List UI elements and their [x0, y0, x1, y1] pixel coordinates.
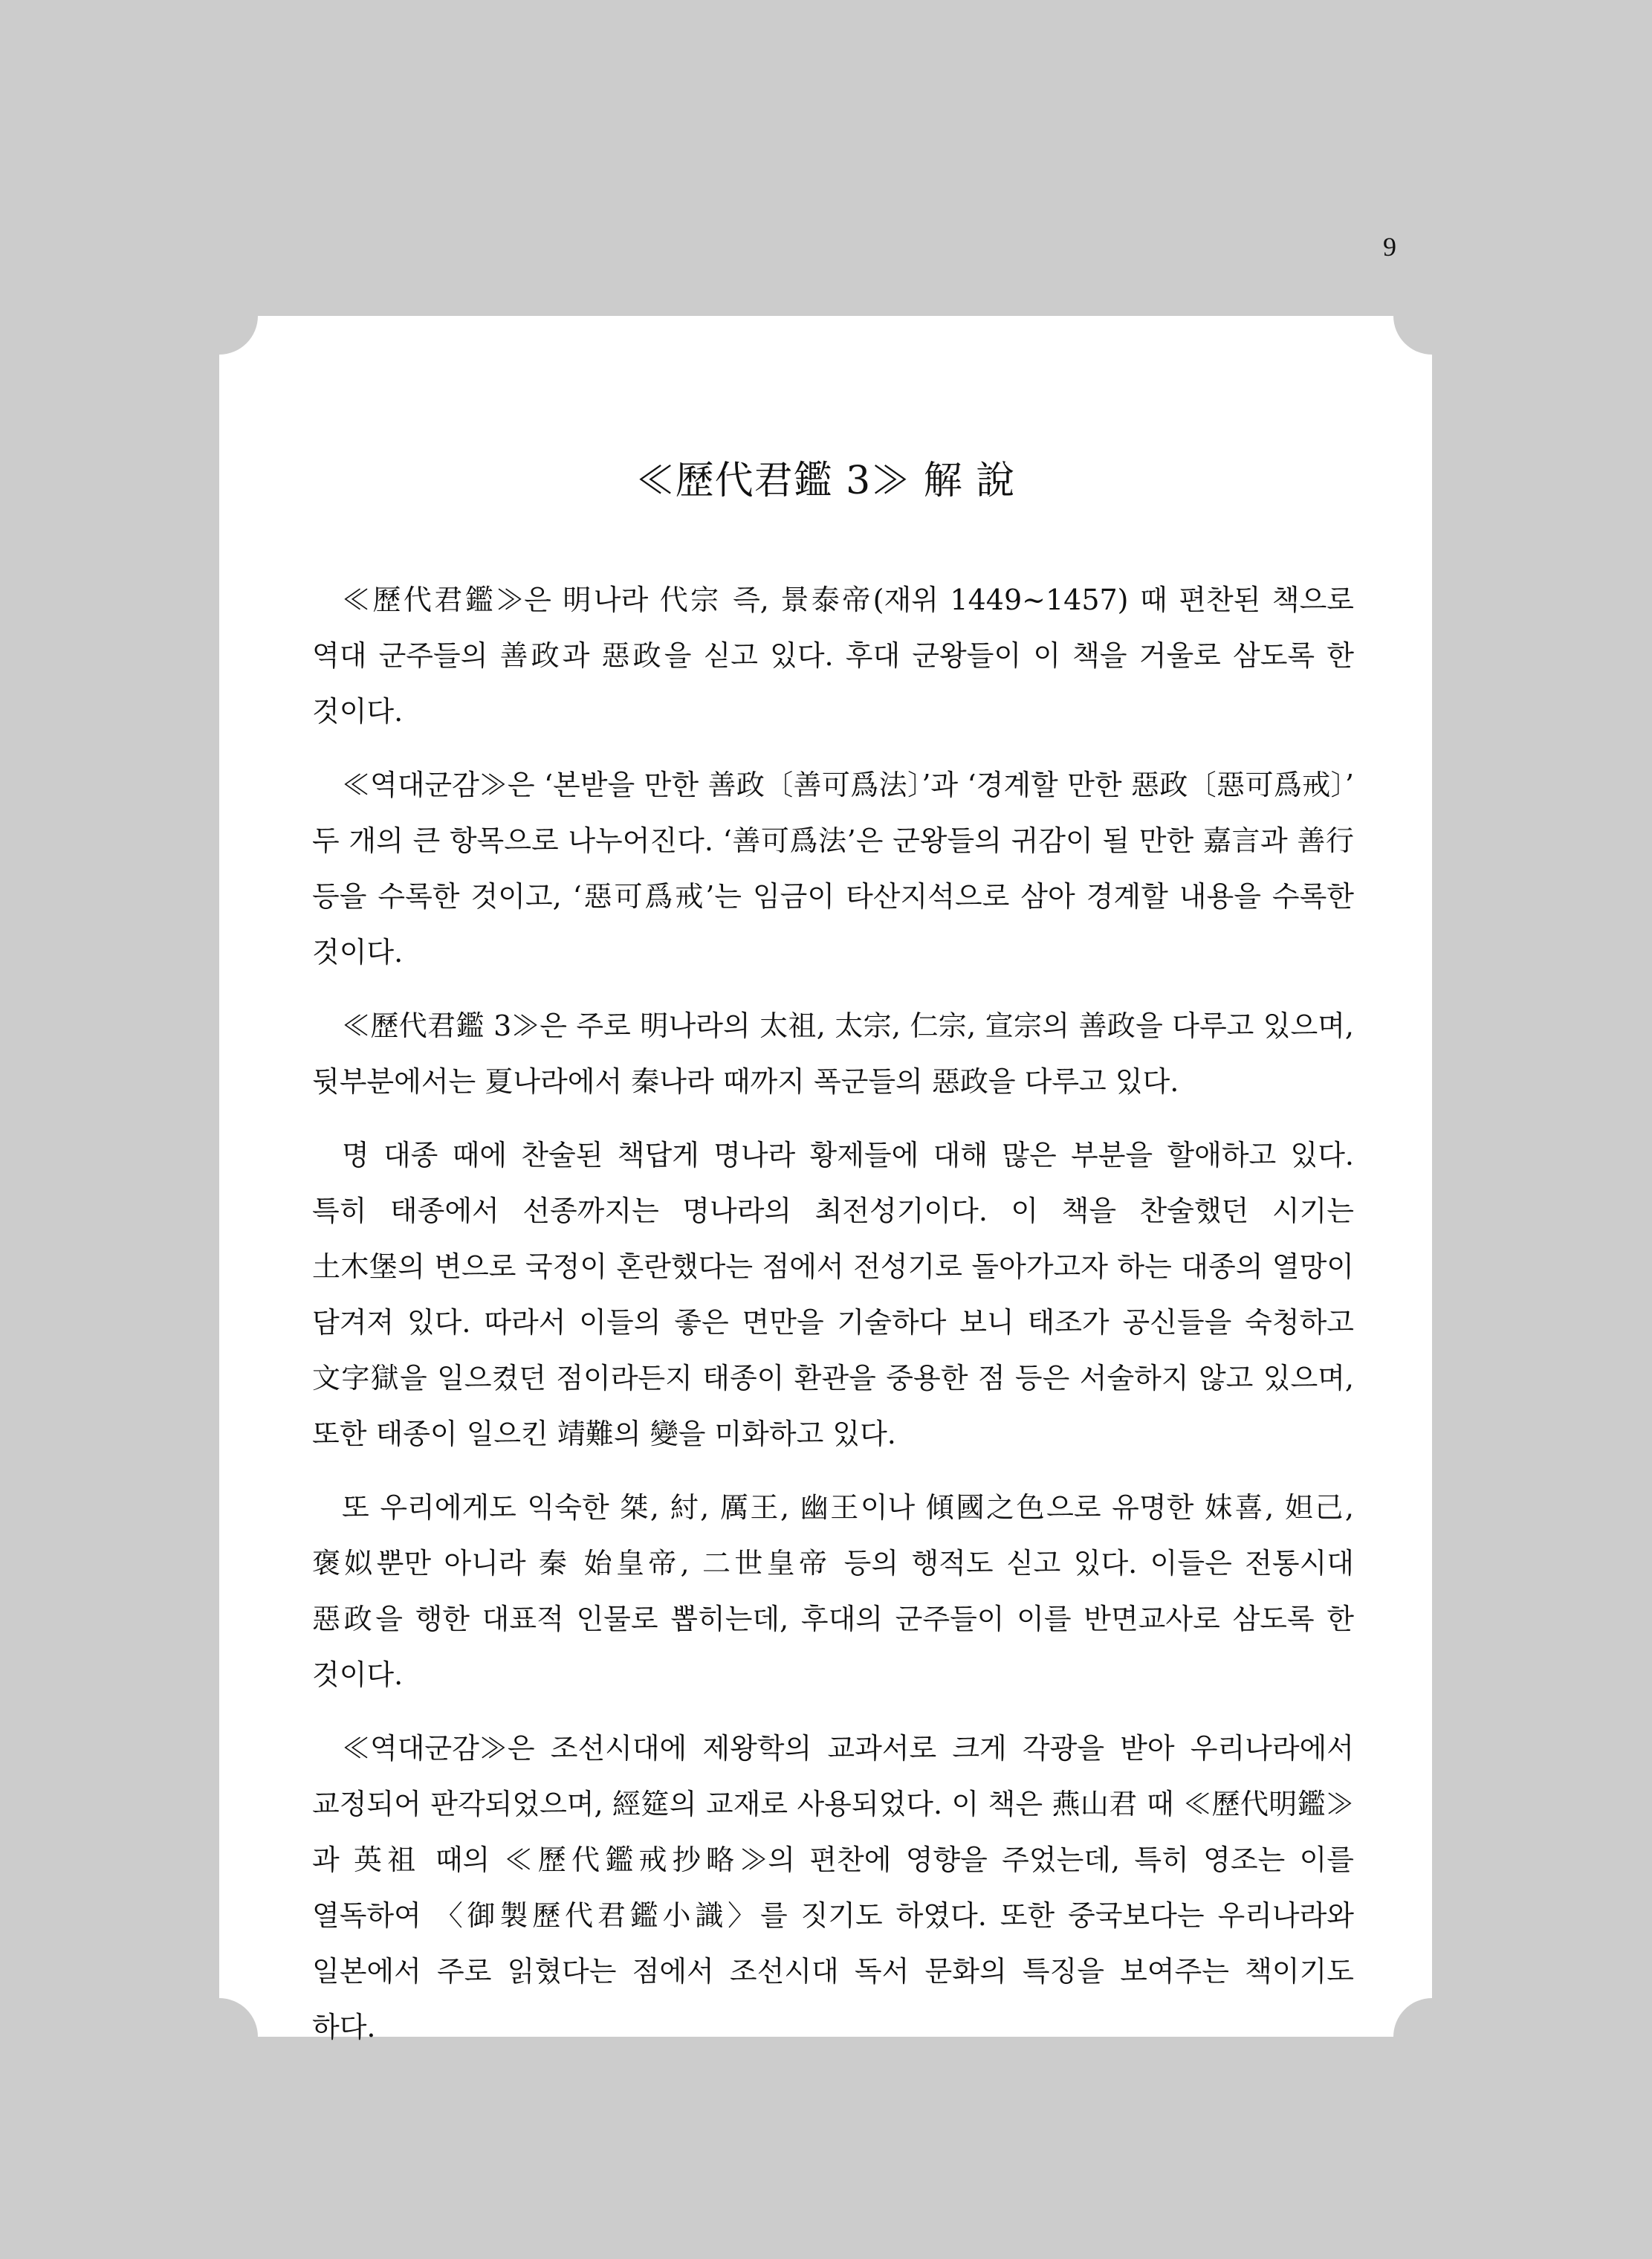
- paragraph-2: ≪역대군감≫은 ‘본받을 만한 善政〔善可爲法〕’과 ‘경계할 만한 惡政〔惡可爲戒〕’ 두 개의 큰 항목으로 나누어진다. ‘善可爲法’은 군왕들의 귀감이 될 만한 嘉言과 善行 등을 수록한 것이고, ‘惡可爲戒’는 임금이 타산지석으로 삼아 경계할 내용을 수록한 것이다.: [312, 769, 1354, 969]
- document-title: ≪歷代君鑑 3≫ 解 說: [635, 459, 1016, 503]
- document-body: [312, 572, 1354, 2073]
- corner-notch-bottom-left: [181, 1998, 258, 2075]
- content-card: [219, 316, 1432, 2043]
- corner-notch-top-right: [1393, 277, 1471, 355]
- corner-notch-top-left: [181, 277, 258, 355]
- paragraph-4: 명 대종 때에 찬술된 책답게 명나라 황제들에 대해 많은 부분을 할애하고 있다. 특히 태종에서 선종까지는 명나라의 최전성기이다. 이 책을 찬술했던 시기는 土木堡의 변으로 국정이 혼란했다는 점에서 전성기로 돌아가고자 하는 대종의 열망이 담겨져 있다. 따라서 이들의 좋은 면만을 기술하다 보니 태조가 공신들을 숙청하고 文字獄을 일으켰던 점이라든지 태종이 환관을 중용한 점 등은 서술하지 않고 있으며, 또한 태종이 일으킨 靖難의 變을 미화하고 있다.: [312, 1139, 1354, 1450]
- paragraph-6: ≪역대군감≫은 조선시대에 제왕학의 교과서로 크게 각광을 받아 우리나라에서 교정되어 판각되었으며, 經筵의 교재로 사용되었다. 이 책은 燕山君 때 ≪歷代明鑑≫과 英祖 때의 ≪歷代鑑戒抄略≫의 편찬에 영향을 주었는데, 특히 영조는 이를 열독하여 〈御製歷代君鑑小識〉를 짓기도 하였다. 또한 중국보다는 우리나라와 일본에서 주로 읽혔다는 점에서 조선시대 독서 문화의 특징을 보여주는 책이기도 하다.: [312, 1732, 1354, 2043]
- paragraph-1: ≪歷代君鑑≫은 明나라 代宗 즉, 景泰帝(재위 1449~1457) 때 편찬된 책으로 역대 군주들의 善政과 惡政을 싣고 있다. 후대 군왕들이 이 책을 거울로 삼도록 한 것이다.: [312, 584, 1354, 728]
- page-number: 9: [1383, 232, 1396, 262]
- paragraph-3: ≪歷代君鑑 3≫은 주로 明나라의 太祖, 太宗, 仁宗, 宣宗의 善政을 다루고 있으며, 뒷부분에서는 夏나라에서 秦나라 때까지 폭군들의 惡政을 다루고 있다.: [312, 1009, 1354, 1098]
- paragraph-5: 또 우리에게도 익숙한 桀, 紂, 厲王, 幽王이나 傾國之色으로 유명한 妺喜, 妲己, 褒姒뿐만 아니라 秦 始皇帝, 二世皇帝 등의 행적도 싣고 있다. 이들은 전통시대 惡政을 행한 대표적 인물로 뽑히는데, 후대의 군주들이 이를 반면교사로 삼도록 한 것이다.: [312, 1491, 1354, 1691]
- corner-notch-bottom-right: [1393, 1998, 1471, 2075]
